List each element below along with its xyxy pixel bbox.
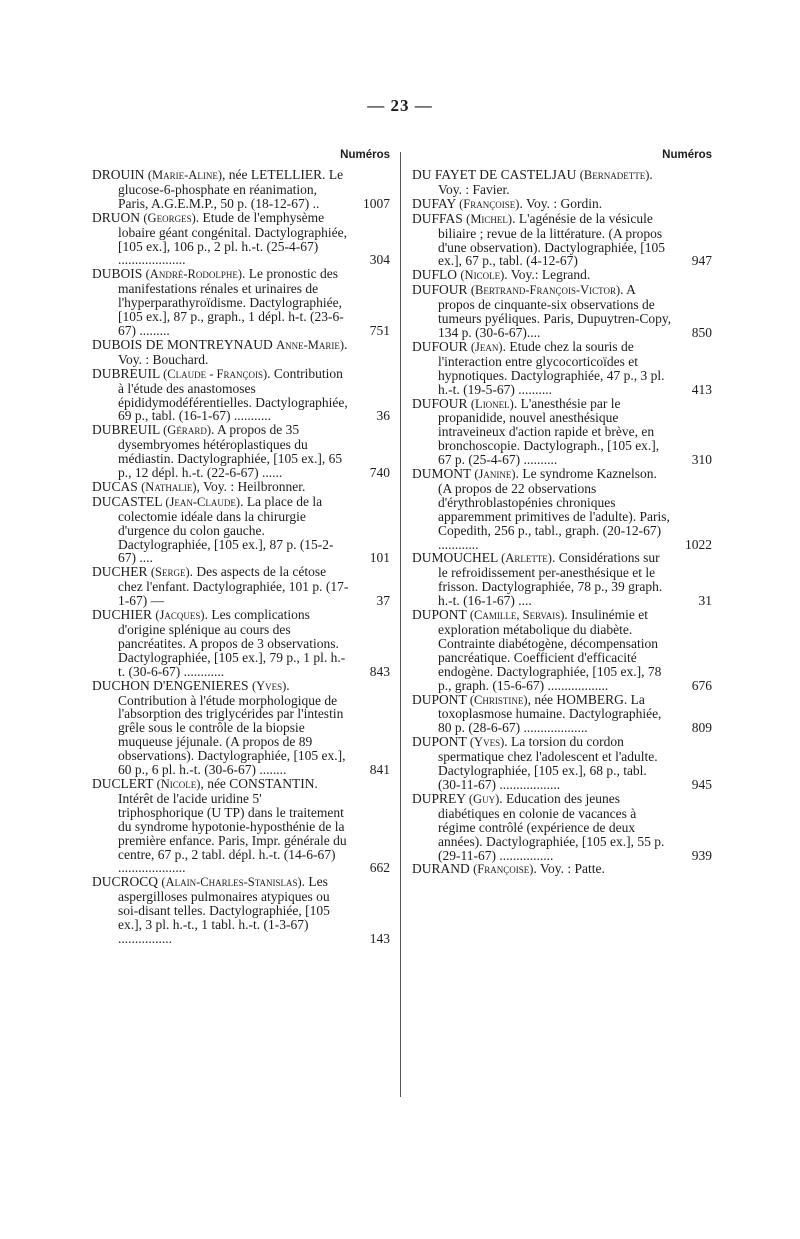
entry-description: . Etude chez la souris de l'interaction entre glycocorticoïdes et hypnotiques. Dactylographiée, 47 p., 3 pl. h.-t. (19-5-67) .......... [438,338,665,397]
author-given-name: (Jacques) [155,608,205,623]
author-surname: DUBOIS [92,266,143,282]
entry-text [412,693,712,736]
entry-number: 676 [691,677,712,693]
entry-number: 947 [691,253,712,269]
author-surname: DUCASTEL [92,493,162,509]
entry-description: , née HOMBERG. La toxoplasmose humaine. Dactylographiée, 80 p. (28-6-67) ................... [438,691,662,736]
bibliography-entry [92,480,390,495]
left-column-header: Numéros [340,149,390,161]
entry-number: 841 [369,762,390,778]
author-surname: DUFOUR [412,395,468,411]
author-given-name: (Janine) [474,467,516,482]
author-given-name: (Bernadette) [579,168,650,182]
right-entries [412,168,712,877]
author-surname: DUBOIS DE MONTREYNAUD [92,336,273,352]
author-given-name: Anne-Marie) [276,337,345,352]
author-given-name: (Yves) [251,678,287,693]
entry-text [92,875,390,946]
author-given-name: (Guy) [468,791,500,806]
entry-number: 809 [691,720,712,736]
bibliography-entry [92,495,390,566]
entry-description: . La torsion du cordon spermatique chez l'adolescent et l'adulte. Dactylographiée, [105 ex.], 68 p., tabl. (30-11-67) .................. [438,734,658,792]
entry-description: . Voy.: Legrand. [504,267,591,283]
author-surname: DUBREUIL [92,365,160,381]
entry-description: . Voy. : Favier. [438,167,653,197]
author-given-name: (Christine) [469,692,528,707]
bibliography-entry [412,197,712,212]
bibliography-entry [92,338,390,367]
entry-text [412,735,712,792]
bibliography-entry [92,608,390,679]
entry-description: . L'anesthésie par le propanidide, nouvel anesthésique intraveineux d'action rapide et brève, en bronchoscopie. Dactylograph., [105 ex.], 67 p. (25-4-67) .......... [438,395,660,468]
column-divider [400,152,401,1097]
author-given-name: (Alain-Charles-Stanislas) [161,875,302,890]
entry-number: 850 [691,324,712,340]
bibliography-entry [92,211,390,268]
entry-description: . Voy. : Gordin. [519,195,603,211]
author-given-name: (Yves) [469,735,505,750]
entry-text [92,168,390,211]
author-surname: DRUON [92,209,141,225]
bibliography-entry [412,608,712,692]
entry-text [412,862,712,877]
author-given-name: (Bertrand-François-Victor) [470,283,621,298]
author-given-name: (Arlette) [501,551,552,566]
entry-text [412,197,712,212]
entry-number: 945 [691,776,712,792]
page-number: — 23 — [367,96,433,115]
author-surname: DU FAYET DE CASTELJAU [412,167,577,182]
bibliography-entry [92,367,390,424]
entry-description: , née CONSTANTIN. Intérêt de l'acide uridine 5' triphosphorique (U TP) dans le traitement du syndrome hypotonie-hyposthénie de la première enfance. Paris, Impr. générale du centre, 67 p., 2 tabl. dépl. h.-t. (14-6-67) .................... [118,775,347,876]
author-given-name: (Nathalie) [141,479,197,494]
author-surname: DUFAY [412,195,456,211]
author-given-name: (Nicole) [460,268,505,283]
right-column-header: Numéros [662,149,712,161]
right-column [412,146,712,877]
entry-description: . Contribution à l'étude morphologique de l'absorption des triglycérides par l'intestin grêle sous le contrôle de la biopsie muqueuse jéjunale. (A propos de 89 observations). Dactylographiée, [105 ex.], 60 p., 6 pl. h.-t. (30-6-67) ........ [118,677,346,778]
entry-text [412,340,712,397]
author-surname: DUFOUR [412,338,468,354]
bibliography-entry [92,565,390,608]
author-given-name: (Jean-Claude) [165,494,241,509]
entry-description: , Voy. : Heilbronner. [196,478,306,494]
entry-text [92,267,390,338]
entry-number: 1007 [363,195,390,211]
author-given-name: (Lionel) [470,396,514,411]
entry-number: 413 [691,381,712,397]
author-surname: DUPONT [412,734,467,750]
entry-description: . Contribution à l'étude des anastomoses épididymodéférentielles. Dactylographiée, 69 p., tabl. (16-1-67) ........... [118,365,348,424]
entry-description: . Insulinémie et exploration métabolique du diabète. Contrainte diabétogène, décompensation pancréatique. Coefficient d'efficacité endogène. Dactylographiée, [105 ex.], 78 p., graph. (15-6-67) .................. [438,607,662,693]
author-surname: DUCHIER [92,607,152,623]
entry-number: 843 [369,663,390,679]
author-surname: DUBREUIL [92,422,160,438]
author-surname: DUMONT [412,466,472,482]
author-given-name: (Françoise) [459,196,520,211]
bibliography-entry [412,168,712,197]
entry-number: 31 [698,593,712,609]
author-surname: DUCHER [92,564,148,580]
author-surname: DUPREY [412,790,466,806]
bibliography-entry [92,875,390,946]
author-surname: DUPONT [412,691,467,707]
entry-number: 662 [369,860,390,876]
author-surname: DUCROCQ [92,874,159,890]
bibliography-entry [92,267,390,338]
entry-description: . Education des jeunes diabétiques en colonie de vacances à régime contrôlé (expérience de deux années). Dactylographiée, [105 ex.], 55 p. (29-11-67) ................ [438,790,665,863]
bibliography-entry [412,268,712,283]
author-given-name: (Camille, Servais) [469,608,565,623]
bibliography-entry [412,693,712,736]
bibliography-entry [412,792,712,863]
entry-text [412,212,712,269]
bibliography-entry [412,862,712,877]
entry-description: . Le pronostic des manifestations rénales et urinaires de l'hyperparathyroïdisme. Dactylographiée, [105 ex.], 87 p., graph., 1 dépl. h-t. (23-6-67) ......... [118,266,344,338]
entry-description: , née LETELLIER. Le glucose-6-phosphate en réanimation, Paris, A.G.E.M.P., 50 p. (18-12-67) .. [118,167,344,211]
entry-description: . La place de la colectomie idéale dans la chirurgie d'urgence du colon gauche. Dactylographiée, [105 ex.], 87 p. (15-2-67) .... [118,493,334,566]
bibliography-entry [412,467,712,551]
entry-description: . A propos de cinquante-six observations de tumeurs pyéliques. Paris, Dupuytren-Copy, 134 p. (30-6-67).... [438,282,672,340]
entry-number: 939 [691,847,712,863]
entry-text [92,777,390,875]
entry-description: . Le syndrome Kaznelson. (A propos de 22 observations d'érythroblastopénies chroniques apparemment primitives de l'adulte). Paris, Copedith, 256 p., tabl., graph. (20-12-67) ............ [438,466,670,552]
author-given-name: (Michel) [466,211,513,226]
entry-text [92,367,390,424]
entry-text [92,338,390,367]
entry-number: 101 [369,550,390,566]
entry-number: 310 [691,452,712,468]
entry-number: 1022 [685,536,712,552]
author-given-name: (Gérard) [163,423,211,438]
author-surname: DUCHON D'ENGENIERES [92,677,249,693]
author-surname: DUFLO [412,267,458,283]
entry-text [412,551,712,608]
entry-number: 751 [369,322,390,338]
entry-description: . L'agénésie de la vésicule biliaire ; revue de la littérature. (A propos d'une observation). Dactylographiée, [105 ex.], 67 p., tabl. (4-12-67) [438,210,665,269]
author-given-name: (Nicole) [156,776,201,791]
entry-number: 37 [376,593,390,609]
author-given-name: (Françoise) [473,862,534,877]
author-surname: DURAND [412,861,470,877]
entry-text [412,397,712,468]
entry-text [412,467,712,551]
author-surname: DUFOUR [412,282,468,298]
author-surname: DUCAS [92,478,138,494]
left-entries [92,168,390,946]
bibliography-entry [92,777,390,875]
entry-number: 304 [369,252,390,268]
entry-text [92,423,390,480]
entry-text [92,565,390,608]
entry-text [92,211,390,268]
author-surname: DUFFAS [412,210,463,226]
bibliography-entry [412,397,712,468]
entry-number: 143 [369,930,390,946]
author-surname: DROUIN [92,167,145,182]
entry-number: 36 [376,408,390,424]
bibliography-entry [412,340,712,397]
author-given-name: (Serge) [150,565,190,580]
entry-description: . A propos de 35 dysembryomes hétéroplastiques du médiastin. Dactylographiée, [105 ex.], 65 p., 12 dépl. h.-t. (22-6-67) ...... [118,422,343,481]
entry-description: . Voy. : Bouchard. [118,336,348,367]
entry-text [412,792,712,863]
entry-text [92,495,390,566]
entry-description: . Des aspects de la cétose chez l'enfant. Dactylographiée, 101 p. (17-1-67) — [118,564,349,609]
bibliography-entry [92,679,390,777]
entry-description: . Voy. : Patte. [533,861,605,877]
entry-text [92,480,390,495]
entry-description: . Les aspergilloses pulmonaires atypiques ou soi-disant telles. Dactylographiée, [105 ex.], 3 pl. h.-t., 1 tabl. h.-t. (1-3-67) ................ [118,874,330,946]
bibliography-entry [92,423,390,480]
entry-description: . Considérations sur le refroidissement per-anesthésique et le frisson. Dactylographiée, 78 p., 39 graph. h.-t. (16-1-67) .... [438,550,663,609]
bibliography-entry [412,283,712,340]
author-surname: DUPONT [412,607,467,623]
author-given-name: (André-Rodolphe) [145,267,242,282]
left-column [92,146,390,946]
bibliography-entry [92,168,390,211]
author-given-name: (Marie-Aline) [147,168,222,182]
entry-description: . Etude de l'emphysème lobaire géant congénital. Dactylographiée, [105 ex.], 106 p., 2 pl. h.-t. (25-4-67) .................... [118,209,348,268]
entry-text [92,679,390,777]
entry-text [412,283,712,340]
entry-text [412,268,712,283]
entry-number: 740 [369,465,390,481]
author-surname: DUCLERT [92,775,154,791]
bibliography-entry [412,212,712,269]
author-surname: DUMOUCHEL [412,550,498,566]
bibliography-entry [412,735,712,792]
entry-text [92,608,390,679]
entry-text [412,168,712,197]
entry-text [412,608,712,692]
author-given-name: (Claude - François) [163,366,268,381]
author-given-name: (Jean) [470,339,503,354]
bibliography-entry [412,551,712,608]
entry-description: . Les complications d'origine splénique au cours des pancréatites. A propos de 3 observations. Dactylographiée, [105 ex.], 79 p., 1 pl. h.-t. (30-6-67) ............ [118,607,346,679]
author-given-name: (Georges) [143,210,196,225]
